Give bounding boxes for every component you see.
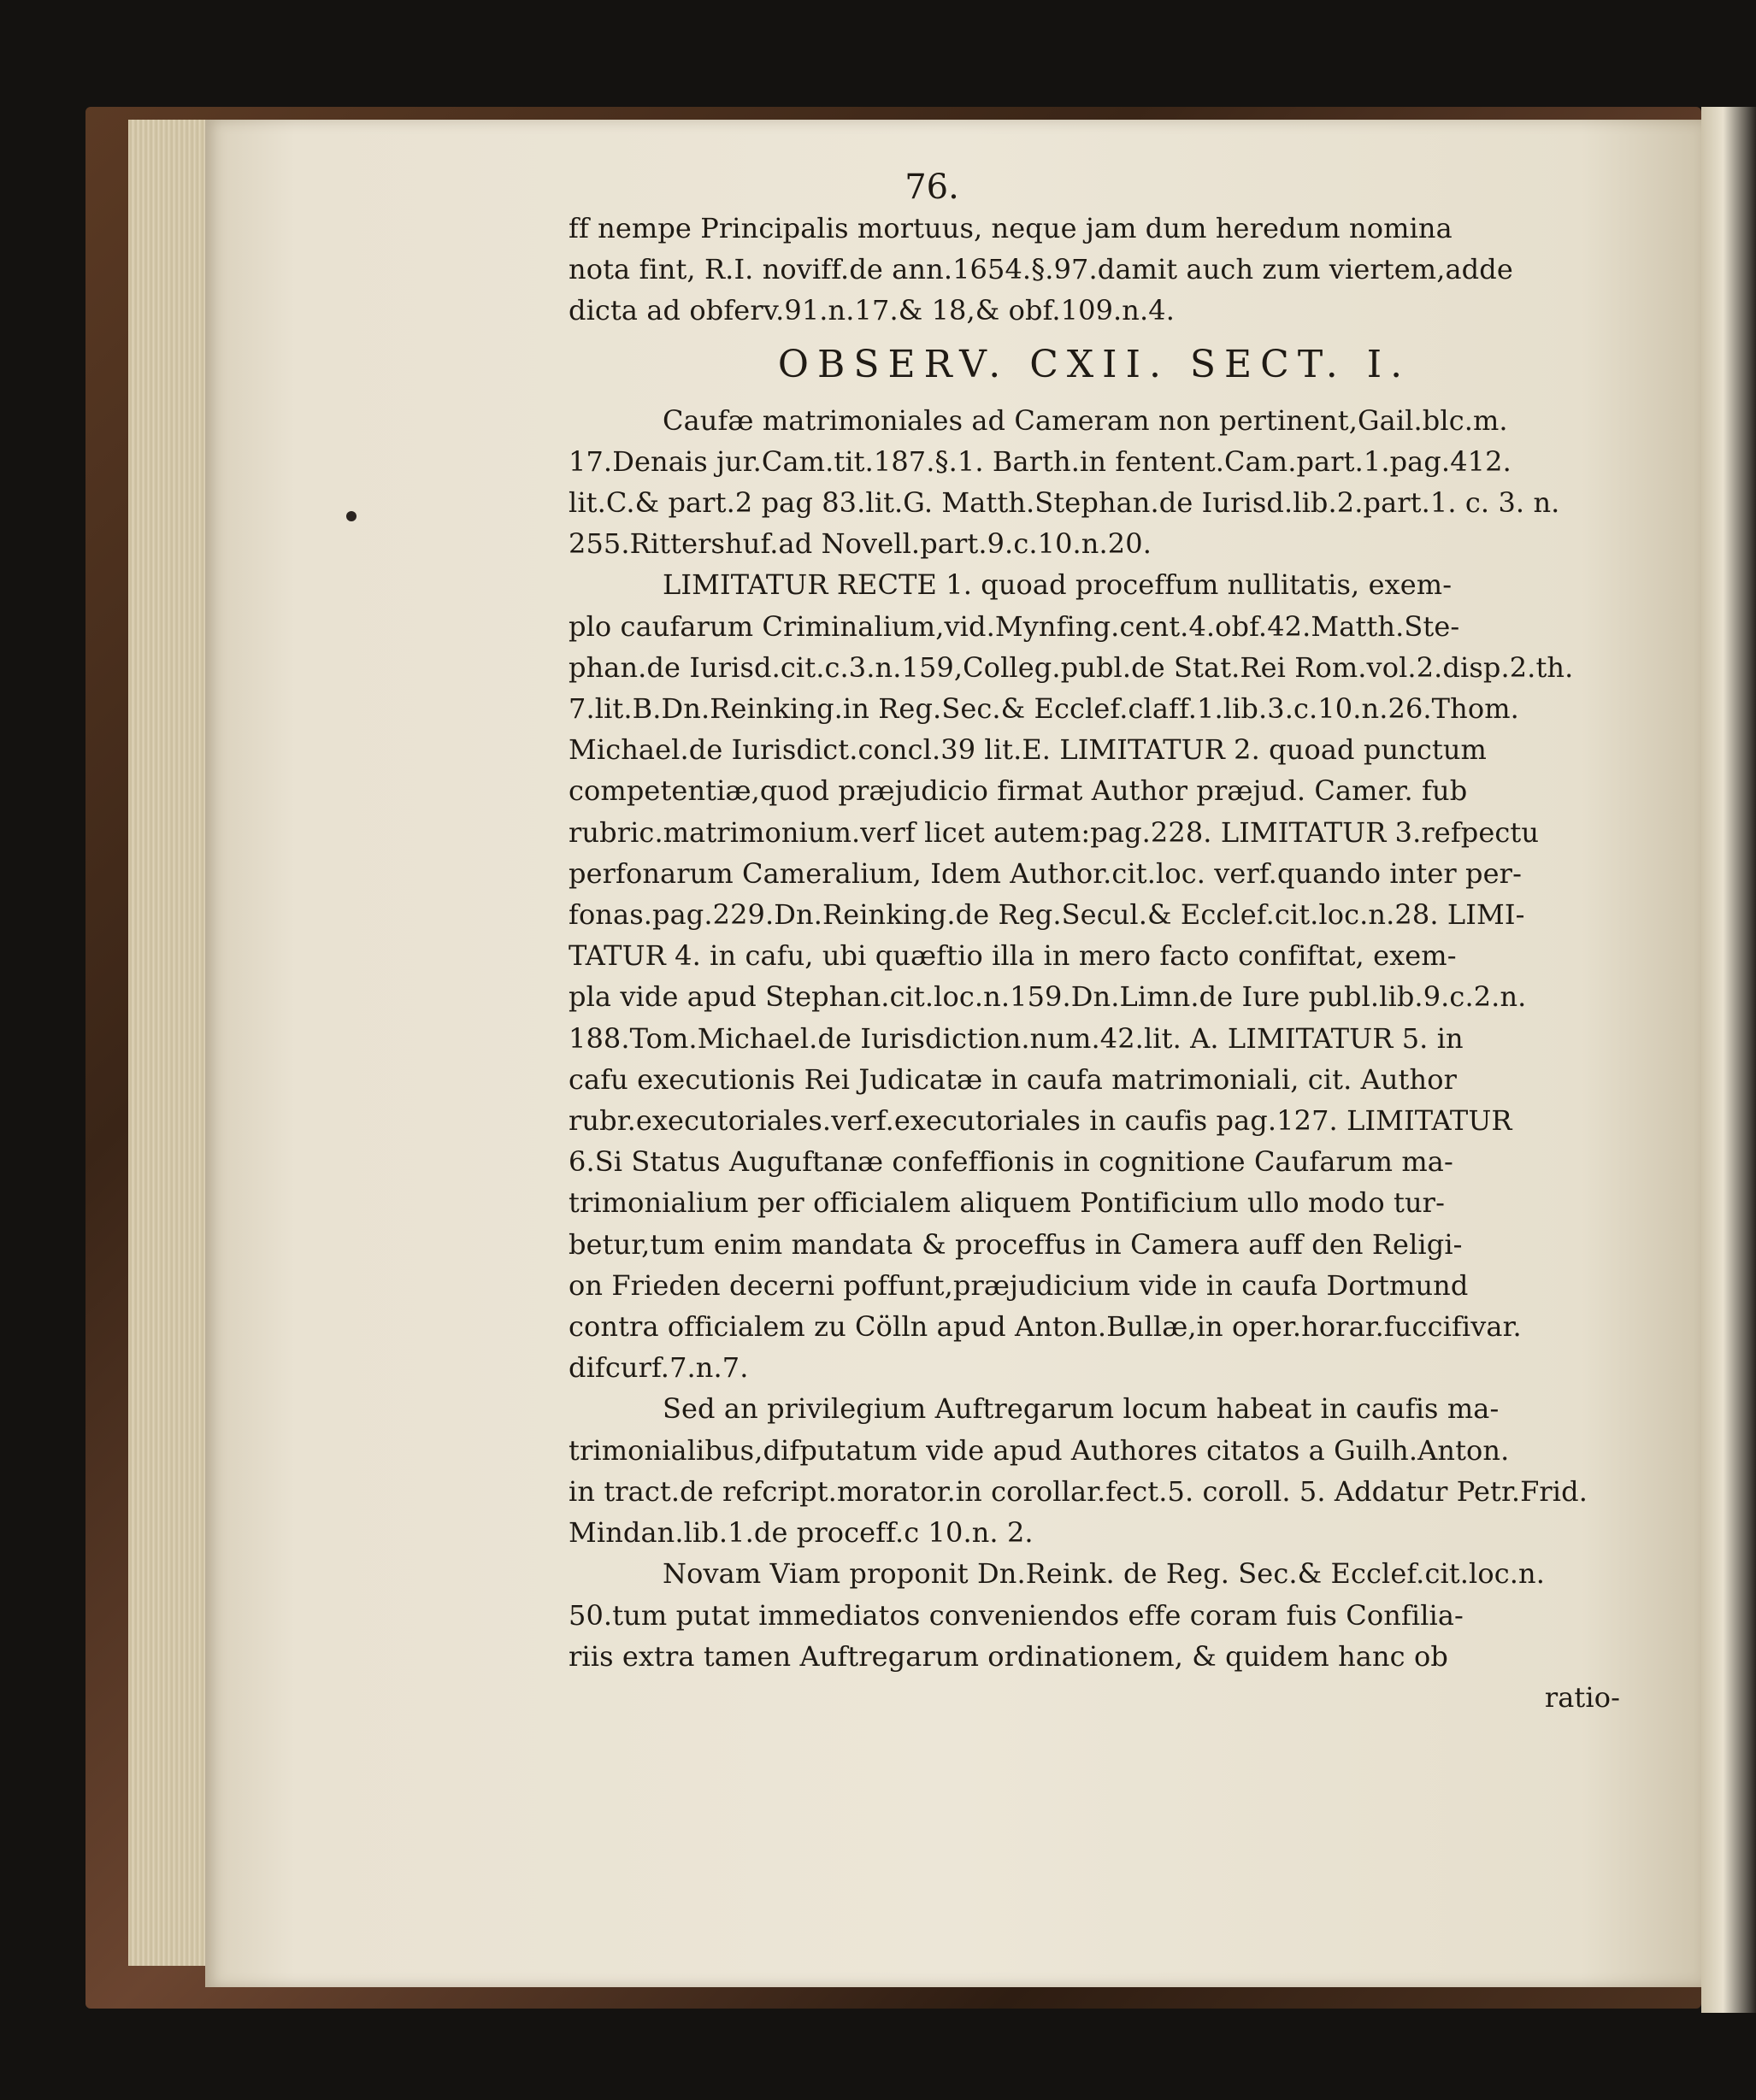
catchword: ratio- xyxy=(1544,1680,1620,1714)
page-text xyxy=(569,167,1620,1718)
text-line: 17.Denais jur.Cam.tit.187.§.1. Barth.in fentent.Cam.part.1.pag.412. xyxy=(569,444,1511,478)
text-line: LIMITATUR RECTE 1. quoad proceffum nullitatis, exem- xyxy=(663,568,1453,602)
text-line: Caufæ matrimoniales ad Cameram non pertinent,Gail.blc.m. xyxy=(663,403,1508,437)
text-line: 7.lit.B.Dn.Reinking.in Reg.Sec.& Ecclef.claff.1.lib.3.c.10.n.26.Thom. xyxy=(569,692,1519,726)
text-line: Mindan.lib.1.de proceff.c 10.n. 2. xyxy=(569,1516,1034,1550)
text-line: Novam Viam proponit Dn.Reink. de Reg. Sec.& Ecclef.cit.loc.n. xyxy=(663,1557,1546,1591)
text-line: Sed an privilegium Auftregarum locum habeat in caufis ma- xyxy=(663,1392,1500,1426)
text-line: ff nempe Principalis mortuus, neque jam dum heredum nomina xyxy=(569,212,1453,244)
text-line: lit.C.& part.2 pag 83.lit.G. Matth.Stephan.de Iurisd.lib.2.part.1. c. 3. n. xyxy=(569,486,1560,520)
text-line: rubr.executoriales.verf.executoriales in caufis pag.127. LIMITATUR xyxy=(569,1104,1512,1138)
text-line: riis extra tamen Auftregarum ordinationem, & quidem hanc ob xyxy=(569,1639,1448,1673)
text-line: cafu executionis Rei Judicatæ in caufa matrimoniali, cit. Author xyxy=(569,1062,1457,1096)
text-line: 188.Tom.Michael.de Iurisdiction.num.42.lit. A. LIMITATUR 5. in xyxy=(569,1021,1464,1055)
paragraph-3 xyxy=(569,1553,1620,1718)
text-line: contra officialem zu Cölln apud Anton.Bullæ,in oper.horar.fuccifivar. xyxy=(569,1310,1522,1344)
text-line: perfonarum Cameralium, Idem Author.cit.loc. verf.quando inter per- xyxy=(569,856,1522,890)
text-line: in tract.de refcript.morator.in corollar.fect.5. coroll. 5. Addatur Petr.Frid. xyxy=(569,1474,1588,1508)
facing-page-edge xyxy=(1701,107,1756,2013)
text-line: on Frieden decerni poffunt,præjudicium vide in caufa Dortmund xyxy=(569,1268,1469,1302)
text-line: fonas.pag.229.Dn.Reinking.de Reg.Secul.& Ecclef.cit.loc.n.28. LIMI- xyxy=(569,898,1525,932)
paragraph-1 xyxy=(569,400,1620,1389)
page-number: 76. xyxy=(905,168,959,207)
text-line: dicta ad obferv.91.n.17.& 18,& obf.109.n.4. xyxy=(569,294,1176,327)
ink-spot xyxy=(346,511,357,521)
text-line: pla vide apud Stephan.cit.loc.n.159.Dn.Limn.de Iure publ.lib.9.c.2.n. xyxy=(569,980,1527,1014)
text-line: nota fint, R.I. noviff.de ann.1654.§.97.damit auch zum viertem,adde xyxy=(569,253,1513,286)
text-line: betur,tum enim mandata & proceffus in Camera auff den Religi- xyxy=(569,1227,1463,1261)
top-lines xyxy=(569,208,1620,332)
section-heading: OBSERV. CXII. SECT. I. xyxy=(777,342,1411,386)
text-line: 50.tum putat immediatos conveniendos effe coram fuis Confilia- xyxy=(569,1598,1464,1632)
text-line: Michael.de Iurisdict.concl.39 lit.E. LIMITATUR 2. quoad punctum xyxy=(569,733,1488,767)
text-line: trimonialium per officialem aliquem Pontificium ullo modo tur- xyxy=(569,1186,1445,1220)
text-line: trimonialibus,difputatum vide apud Authores citatos a Guilh.Anton. xyxy=(569,1433,1510,1467)
text-line: difcurf.7.n.7. xyxy=(569,1351,749,1385)
text-line: competentiæ,quod præjudicio firmat Author præjud. Camer. fub xyxy=(569,774,1468,808)
text-line: rubric.matrimonium.verf licet autem:pag.228. LIMITATUR 3.refpectu xyxy=(569,815,1540,849)
text-line: plo caufarum Criminalium,vid.Mynfing.cent.4.obf.42.Matth.Ste- xyxy=(569,609,1460,643)
paragraph-2 xyxy=(569,1388,1620,1553)
text-line: 6.Si Status Auguftanæ confeffionis in cognitione Caufarum ma- xyxy=(569,1145,1453,1179)
text-line: TATUR 4. in cafu, ubi quæftio illa in mero facto confiftat, exem- xyxy=(569,939,1457,973)
text-line: phan.de Iurisd.cit.c.3.n.159,Colleg.publ.de Stat.Rei Rom.vol.2.disp.2.th. xyxy=(569,650,1574,684)
text-line: 255.Rittershuf.ad Novell.part.9.c.10.n.20. xyxy=(569,527,1152,561)
